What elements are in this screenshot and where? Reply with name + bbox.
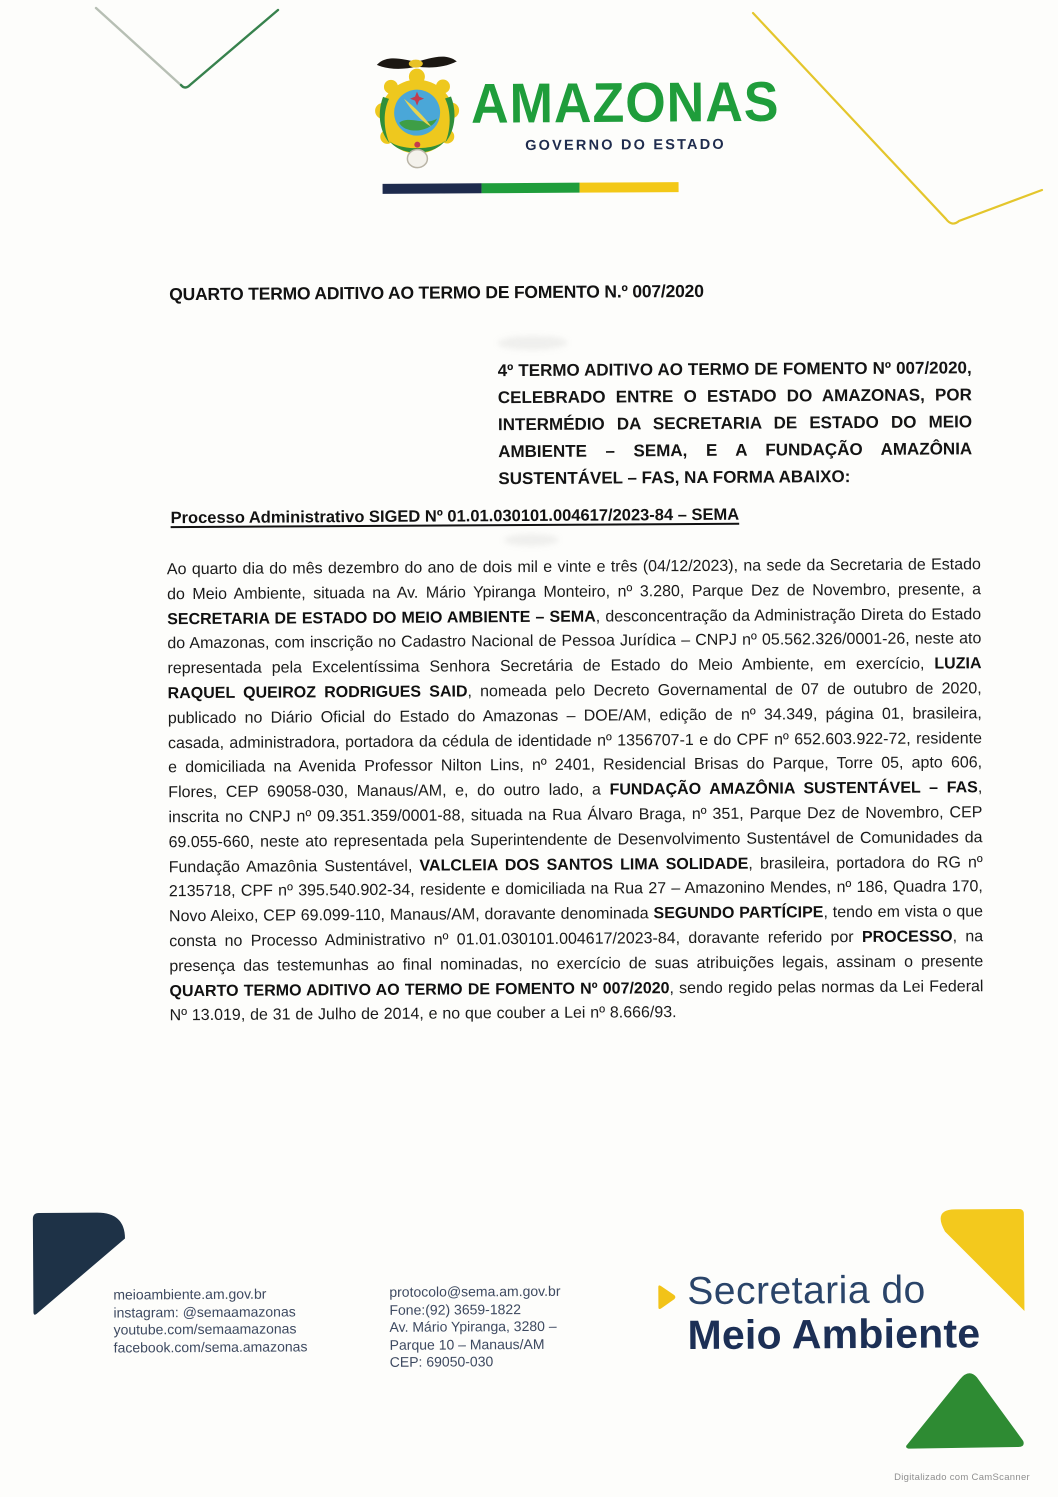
process-number-line: Processo Administrativo SIGED Nº 01.01.030101.004617/2023-84 – SEMA	[170, 505, 740, 528]
footer-cep: CEP: 69050-030	[389, 1353, 494, 1371]
footer-facebook: facebook.com/sema.amazonas	[113, 1338, 308, 1356]
secretaria-logo-line2: Meio Ambiente	[687, 1310, 981, 1359]
document-title: QUARTO TERMO ADITIVO AO TERMO DE FOMENTO N.º 007/2020	[169, 280, 704, 305]
bar-navy-segment	[383, 183, 482, 194]
brand-text	[470, 71, 780, 155]
footer-instagram: instagram: @semaamazonas	[113, 1303, 296, 1321]
brand-subtitle: GOVERNO DO ESTADO	[525, 136, 726, 155]
brand-name: AMAZONAS	[470, 71, 780, 136]
footer-social-links	[113, 1285, 307, 1357]
amazonas-coat-of-arms-icon	[371, 48, 464, 171]
bar-yellow-segment	[580, 182, 679, 193]
government-brand	[371, 46, 780, 170]
footer-phone: Fone:(92) 3659-1822	[389, 1300, 522, 1318]
body-paragraph: Ao quarto dia do mês dezembro do ano de dois mil e vinte e três (04/12/2023), na sede da Secretaria de Estado do Meio Ambiente, situada na Av. Mário Ypiranga Monteiro, nº 3.280, Parque Dez de Novembro, presente, a SECRETARIA DE ESTADO DO MEIO AMBIENTE – SEMA, desconcentração da Administração Direta do Estado do Amazonas, com inscrição no Cadastro Nacional de Pessoa Jurídica – CNPJ nº 05.562.326/0001-26, neste ato representada pela Excelentíssima Senhora Secretária de Estado do Meio Ambiente, em exercício, LUZIA RAQUEL QUEIROZ RODRIGUES SAID, nomeada pelo Decreto Governamental de 07 de outubro de 2020, publicado no Diário Oficial do Estado do Amazonas – DOE/AM, edição de nº 34.349, página 01, brasileira, casada, administradora, portadora da cédula de identidade nº 1356707-1 e do CPF nº 652.603.922-72, residente e domiciliada na Avenida Professor Nilton Lins, nº 2401, Residencial Brisas do Parque, Torre 05, apto 606, Flores, CEP 69058-030, Manaus/AM, e, do outro lado, a FUNDAÇÃO AMAZÔNIA SUSTENTÁVEL – FAS, inscrita no CNPJ nº 09.351.359/0001-88, situada na Rua Álvaro Braga, nº 351, Parque Dez de Novembro, CEP 69.055-660, neste ato representada pela Superintendente de Desenvolvimento Sustentável de Comunidades da Fundação Amazônia Sustentável, VALCLEIA DOS SANTOS LIMA SOLIDADE, brasileira, portadora do RG nº 2135718, CPF nº 395.540.902-34, residente e domiciliada na Rua 27 – Amazonino Mendes, nº 186, Quadra 170, Novo Aleixo, CEP 69.099-110, Manaus/AM, doravante denominada SEGUNDO PARTÍCIPE, tendo em vista o que consta no Processo Administrativo nº 01.01.030101.004617/2023-84, doravante referido por PROCESSO, na presença das testemunhas ao final nominadas, no exercício de suas atribuições legais, assinam o presente QUARTO TERMO ADITIVO AO TERMO DE FOMENTO Nº 007/2020, sendo regido pelas normas da Lei Federal Nº 13.019, de 31 de Julho de 2014, e no que couber a Lei nº 8.666/93.	[166, 556, 984, 1025]
preamble-clause: 4º TERMO ADITIVO AO TERMO DE FOMENTO Nº 007/2020, CELEBRADO ENTRE O ESTADO DO AMAZONAS, POR INTERMÉDIO DA SECRETARIA DE ESTADO DO MEIO AMBIENTE – SEMA, E A FUNDAÇÃO AMAZÔNIA SUSTENTÁVEL – FAS, NA FORMA ABAIXO:	[497, 358, 973, 489]
footer-website: meioambiente.am.gov.br	[113, 1285, 267, 1303]
footer-youtube: youtube.com/semaamazonas	[113, 1320, 297, 1338]
footer-email: protocolo@sema.am.gov.br	[389, 1282, 561, 1300]
footer-address-line2: Parque 10 – Manaus/AM	[389, 1335, 545, 1353]
yellow-arrow-icon	[655, 1283, 677, 1311]
secretaria-logo-line1: Secretaria do	[687, 1268, 926, 1314]
tricolor-bar	[383, 182, 679, 194]
footer-address-line1: Av. Mário Ypiranga, 3280 –	[389, 1318, 557, 1336]
bottom-right-green-shape	[902, 1361, 1029, 1452]
bar-green-segment	[481, 183, 580, 194]
camscanner-watermark: Digitalizado com CamScanner	[894, 1472, 1030, 1483]
scan-smudge	[504, 534, 559, 546]
bottom-right-yellow-shape	[929, 1205, 1028, 1318]
footer-contact-info	[389, 1283, 561, 1372]
scan-smudge	[497, 336, 567, 350]
bottom-left-navy-shape	[31, 1208, 130, 1319]
